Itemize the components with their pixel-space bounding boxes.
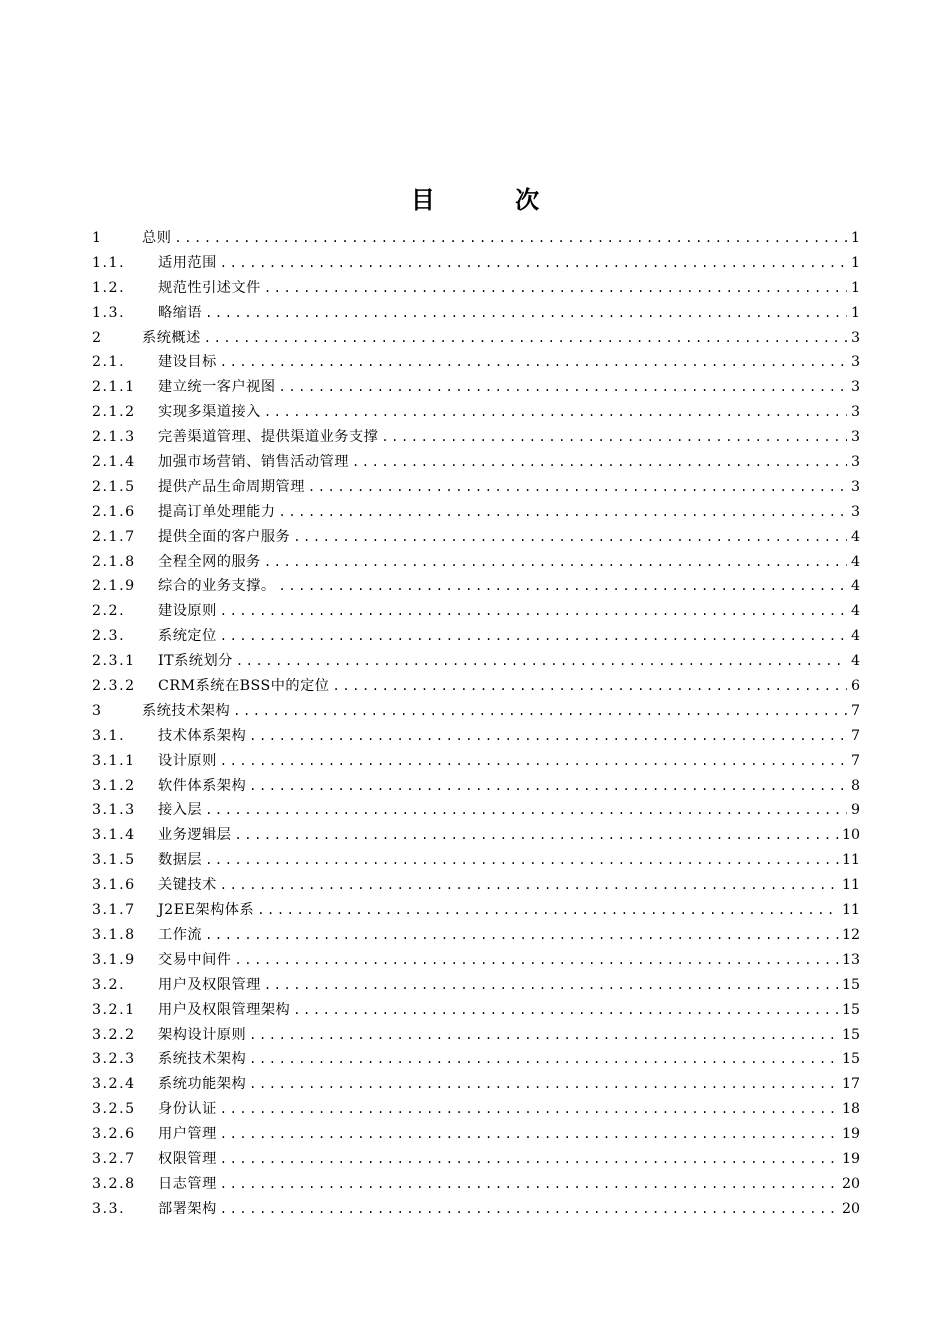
toc-entry-title: 数据层 bbox=[158, 852, 203, 869]
toc-entry-title: J2EE架构体系 bbox=[158, 902, 255, 919]
toc-entry-title: 用户及权限管理架构 bbox=[158, 1001, 291, 1018]
toc-entry-number: 3.2.6 bbox=[92, 1126, 136, 1143]
toc-dot-leader bbox=[264, 550, 847, 575]
toc-entry-title: 实现多渠道接入 bbox=[158, 404, 261, 421]
toc-entry-title: 系统定位 bbox=[158, 628, 217, 645]
toc-dot-leader bbox=[279, 500, 847, 525]
toc-entry-number: 1.1. bbox=[92, 254, 126, 271]
toc-dot-leader bbox=[381, 425, 847, 450]
toc-dot-leader bbox=[249, 724, 847, 749]
toc-dot-leader bbox=[220, 251, 847, 276]
toc-entry-page-number: 11 bbox=[841, 877, 860, 894]
toc-dot-leader bbox=[308, 475, 847, 500]
toc-entry-title: 系统功能架构 bbox=[158, 1076, 247, 1093]
toc-entry[interactable] bbox=[92, 774, 860, 799]
toc-entry-title: 技术体系架构 bbox=[158, 727, 247, 744]
toc-entry[interactable] bbox=[92, 599, 860, 624]
toc-entry-title: 完善渠道管理、提供渠道业务支撑 bbox=[158, 429, 379, 446]
toc-entry[interactable] bbox=[92, 998, 860, 1023]
toc-entry-number: 3.1.1 bbox=[92, 752, 136, 769]
toc-entry[interactable] bbox=[92, 649, 860, 674]
toc-dot-leader bbox=[220, 873, 839, 898]
toc-entry-page-number: 1 bbox=[850, 230, 860, 246]
toc-entry-number: 2.1.5 bbox=[92, 478, 136, 495]
toc-entry-number: 2.1.1 bbox=[92, 379, 136, 396]
toc-entry-page-number: 7 bbox=[850, 702, 860, 719]
toc-entry[interactable] bbox=[92, 674, 860, 699]
toc-entry-number: 3.1.4 bbox=[92, 827, 136, 844]
toc-entry-title: 用户及权限管理 bbox=[158, 976, 261, 993]
toc-entry[interactable] bbox=[92, 923, 860, 948]
toc-entry-page-number: 3 bbox=[850, 478, 860, 495]
toc-entry-title: 系统技术架构 bbox=[158, 1051, 247, 1068]
toc-entry-number: 3.2.8 bbox=[92, 1175, 136, 1192]
toc-dot-leader bbox=[249, 774, 847, 799]
toc-entry-page-number: 1 bbox=[850, 279, 860, 296]
toc-entry-number: 2.3.2 bbox=[92, 678, 136, 695]
toc-entry-number: 3.2.5 bbox=[92, 1101, 136, 1118]
toc-entry-number: 2.1.6 bbox=[92, 503, 136, 520]
toc-dot-leader bbox=[220, 1147, 839, 1172]
toc-entry-number: 3 bbox=[92, 702, 103, 719]
toc-dot-leader bbox=[220, 599, 847, 624]
toc-entry-number: 1.3. bbox=[92, 304, 126, 321]
toc-entry-title: 适用范围 bbox=[158, 254, 217, 271]
toc-dot-leader bbox=[220, 1122, 839, 1147]
toc-entry[interactable] bbox=[92, 375, 860, 400]
toc-entry-page-number: 7 bbox=[850, 727, 860, 744]
toc-entry-number: 3.2. bbox=[92, 976, 126, 993]
toc-entry-page-number: 1 bbox=[850, 304, 860, 321]
toc-entry[interactable] bbox=[92, 574, 860, 599]
toc-entry-page-number: 4 bbox=[850, 578, 860, 595]
toc-dot-leader bbox=[220, 1097, 839, 1122]
toc-dot-leader bbox=[220, 1197, 839, 1222]
toc-dot-leader bbox=[220, 1172, 839, 1197]
toc-entry-title: 提高订单处理能力 bbox=[158, 503, 276, 520]
toc-entry[interactable] bbox=[92, 848, 860, 873]
toc-dot-leader bbox=[205, 923, 839, 948]
toc-entry-page-number: 11 bbox=[841, 902, 860, 919]
toc-entry-number: 2.1. bbox=[92, 354, 126, 371]
toc-entry-title: 提供全面的客户服务 bbox=[158, 528, 291, 545]
toc-entry[interactable] bbox=[92, 450, 860, 475]
toc-entry-number: 2 bbox=[92, 329, 103, 346]
toc-entry[interactable] bbox=[92, 500, 860, 525]
toc-entry[interactable] bbox=[92, 226, 860, 251]
toc-entry-title: 接入层 bbox=[158, 802, 203, 819]
toc-entry[interactable] bbox=[92, 326, 860, 351]
toc-entry-page-number: 11 bbox=[841, 852, 860, 869]
toc-entry-title: 关键技术 bbox=[158, 877, 217, 894]
toc-entry-number: 3.1.9 bbox=[92, 951, 136, 968]
toc-dot-leader bbox=[204, 326, 847, 351]
toc-entry-title: 略缩语 bbox=[158, 304, 203, 321]
toc-entry-title: IT系统划分 bbox=[158, 653, 233, 670]
toc-entry[interactable] bbox=[92, 823, 860, 848]
toc-entry[interactable] bbox=[92, 525, 860, 550]
toc-entry-title: 加强市场营销、销售活动管理 bbox=[158, 454, 349, 471]
toc-entry-page-number: 9 bbox=[850, 802, 860, 819]
toc-entry[interactable] bbox=[92, 425, 860, 450]
toc-entry-number: 1 bbox=[92, 230, 103, 246]
toc-entry-title: 综合的业务支撑。 bbox=[158, 578, 276, 595]
toc-dot-leader bbox=[234, 823, 838, 848]
toc-entry-page-number: 3 bbox=[850, 354, 860, 371]
toc-entry-title: 日志管理 bbox=[158, 1175, 217, 1192]
toc-entry-title: 系统技术架构 bbox=[142, 702, 231, 719]
toc-entry-title: 工作流 bbox=[158, 926, 203, 943]
toc-entry-page-number: 3 bbox=[850, 429, 860, 446]
toc-entry-page-number: 4 bbox=[850, 628, 860, 645]
toc-entry-title: 交易中间件 bbox=[158, 951, 232, 968]
toc-dot-leader bbox=[236, 649, 847, 674]
toc-dot-leader bbox=[264, 276, 847, 301]
toc-entry-number: 2.1.7 bbox=[92, 528, 136, 545]
toc-dot-leader bbox=[220, 350, 847, 375]
toc-entry[interactable] bbox=[92, 475, 860, 500]
toc-entry-number: 3.2.4 bbox=[92, 1076, 136, 1093]
toc-entry[interactable] bbox=[92, 624, 860, 649]
toc-entry-page-number: 3 bbox=[850, 329, 860, 346]
toc-entry-title: 部署架构 bbox=[158, 1200, 217, 1217]
toc-entry-page-number: 17 bbox=[841, 1076, 860, 1093]
toc-dot-leader bbox=[279, 574, 847, 599]
toc-entry-number: 3.3. bbox=[92, 1200, 126, 1217]
toc-entry-title: 建设目标 bbox=[158, 354, 217, 371]
toc-entry[interactable] bbox=[92, 1097, 860, 1122]
toc-entry-number: 2.1.4 bbox=[92, 454, 136, 471]
toc-entry-number: 3.1.2 bbox=[92, 777, 136, 794]
toc-entry[interactable] bbox=[92, 350, 860, 375]
toc-entry[interactable] bbox=[92, 1197, 860, 1222]
toc-entry-title: 用户管理 bbox=[158, 1126, 217, 1143]
toc-entry-page-number: 3 bbox=[850, 454, 860, 471]
toc-entry-title: 提供产品生命周期管理 bbox=[158, 478, 305, 495]
toc-entry[interactable] bbox=[92, 873, 860, 898]
toc-entry[interactable] bbox=[92, 898, 860, 923]
toc-entry-page-number: 4 bbox=[850, 553, 860, 570]
toc-entry-title: 建设原则 bbox=[158, 603, 217, 620]
toc-entry[interactable] bbox=[92, 301, 860, 326]
toc-dot-leader bbox=[293, 998, 839, 1023]
toc-entry-number: 3.1.6 bbox=[92, 877, 136, 894]
toc-entry-title: 全程全网的服务 bbox=[158, 553, 261, 570]
toc-entry[interactable] bbox=[92, 1147, 860, 1172]
toc-entry[interactable] bbox=[92, 1122, 860, 1147]
toc-entry-number: 2.1.8 bbox=[92, 553, 136, 570]
toc-entry-page-number: 20 bbox=[841, 1175, 860, 1192]
toc-entry-number: 3.2.1 bbox=[92, 1001, 136, 1018]
toc-entry-page-number: 15 bbox=[841, 1051, 860, 1068]
toc-entry-page-number: 8 bbox=[850, 777, 860, 794]
toc-title: 目 次 bbox=[410, 185, 576, 214]
toc-dot-leader bbox=[205, 301, 847, 326]
toc-dot-leader bbox=[264, 400, 847, 425]
toc-dot-leader bbox=[293, 525, 847, 550]
toc-entry[interactable] bbox=[92, 251, 860, 276]
toc-entry-page-number: 4 bbox=[850, 653, 860, 670]
toc-entry-number: 1.2. bbox=[92, 279, 126, 296]
toc-entry-title: 规范性引述文件 bbox=[158, 279, 261, 296]
toc-dot-leader bbox=[333, 674, 848, 699]
toc-dot-leader bbox=[205, 798, 847, 823]
toc-entry[interactable] bbox=[92, 724, 860, 749]
toc-entry-number: 3.1.5 bbox=[92, 852, 136, 869]
toc-entry-number: 3.1.7 bbox=[92, 902, 136, 919]
toc-dot-leader bbox=[249, 1047, 839, 1072]
toc-entry-page-number: 3 bbox=[850, 404, 860, 421]
toc-entry-title: CRM系统在BSS中的定位 bbox=[158, 678, 330, 695]
toc-entry-title: 身份认证 bbox=[158, 1101, 217, 1118]
toc-entry-title: 权限管理 bbox=[158, 1150, 217, 1167]
toc-entry-page-number: 15 bbox=[841, 1001, 860, 1018]
toc-entry-number: 2.1.2 bbox=[92, 404, 136, 421]
toc-entry-number: 2.2. bbox=[92, 603, 126, 620]
toc-entry-page-number: 3 bbox=[850, 379, 860, 396]
toc-entry-page-number: 1 bbox=[850, 254, 860, 271]
toc-entry-number: 2.1.9 bbox=[92, 578, 136, 595]
toc-entry[interactable] bbox=[92, 1047, 860, 1072]
toc-dot-leader bbox=[233, 699, 847, 724]
toc-entry-page-number: 15 bbox=[841, 1026, 860, 1043]
toc-dot-leader bbox=[352, 450, 847, 475]
toc-entry-page-number: 6 bbox=[850, 678, 860, 695]
toc-entry-number: 3.2.7 bbox=[92, 1150, 136, 1167]
toc-entry[interactable] bbox=[92, 699, 860, 724]
toc-dot-leader bbox=[264, 973, 839, 998]
toc-entry-title: 架构设计原则 bbox=[158, 1026, 247, 1043]
toc-entry[interactable] bbox=[92, 276, 860, 301]
toc-dot-leader bbox=[249, 1023, 839, 1048]
toc-entry-page-number: 7 bbox=[850, 752, 860, 769]
toc-entry-page-number: 19 bbox=[841, 1126, 860, 1143]
toc-entry-title: 系统概述 bbox=[142, 329, 201, 346]
toc-entry[interactable] bbox=[92, 749, 860, 774]
toc-entry-number: 2.3.1 bbox=[92, 653, 136, 670]
toc-entry[interactable] bbox=[92, 948, 860, 973]
toc-entry-number: 3.1.8 bbox=[92, 926, 136, 943]
toc-entry[interactable] bbox=[92, 798, 860, 823]
toc-entry-page-number: 4 bbox=[850, 528, 860, 545]
toc-entry[interactable] bbox=[92, 400, 860, 425]
toc-dot-leader bbox=[249, 1072, 839, 1097]
toc-entry[interactable] bbox=[92, 973, 860, 998]
toc-entry-number: 3.1.3 bbox=[92, 802, 136, 819]
toc-entry-number: 2.3. bbox=[92, 628, 126, 645]
toc-entry-page-number: 20 bbox=[841, 1200, 860, 1217]
toc-entry-page-number: 12 bbox=[841, 926, 860, 943]
toc-entry[interactable] bbox=[92, 550, 860, 575]
toc-entry-number: 3.2.2 bbox=[92, 1026, 136, 1043]
toc-entry-title: 设计原则 bbox=[158, 752, 217, 769]
toc-dot-leader bbox=[220, 624, 847, 649]
toc-entry-title: 软件体系架构 bbox=[158, 777, 247, 794]
toc-entry-number: 3.1. bbox=[92, 727, 126, 744]
toc-entry-title: 业务逻辑层 bbox=[158, 827, 232, 844]
toc-entry-number: 3.2.3 bbox=[92, 1051, 136, 1068]
toc-dot-leader bbox=[279, 375, 847, 400]
toc-dot-leader bbox=[257, 898, 839, 923]
toc-entry-number: 2.1.3 bbox=[92, 429, 136, 446]
toc-entry-page-number: 13 bbox=[841, 951, 860, 968]
toc-entry-page-number: 19 bbox=[841, 1150, 860, 1167]
toc-entry-page-number: 10 bbox=[841, 827, 860, 844]
toc-entry-page-number: 18 bbox=[841, 1101, 860, 1118]
toc-entry-page-number: 15 bbox=[841, 976, 860, 993]
toc-entry-page-number: 3 bbox=[850, 503, 860, 520]
toc-entry-page-number: 4 bbox=[850, 603, 860, 620]
toc-entry[interactable] bbox=[92, 1023, 860, 1048]
toc-dot-leader bbox=[234, 948, 838, 973]
toc-entry-title: 总则 bbox=[142, 230, 172, 246]
toc-dot-leader bbox=[205, 848, 839, 873]
toc-entry-title: 建立统一客户视图 bbox=[158, 379, 276, 396]
toc-list bbox=[92, 226, 860, 1222]
toc-entry[interactable] bbox=[92, 1172, 860, 1197]
toc-dot-leader bbox=[174, 226, 847, 251]
toc-dot-leader bbox=[220, 749, 847, 774]
toc-entry[interactable] bbox=[92, 1072, 860, 1097]
